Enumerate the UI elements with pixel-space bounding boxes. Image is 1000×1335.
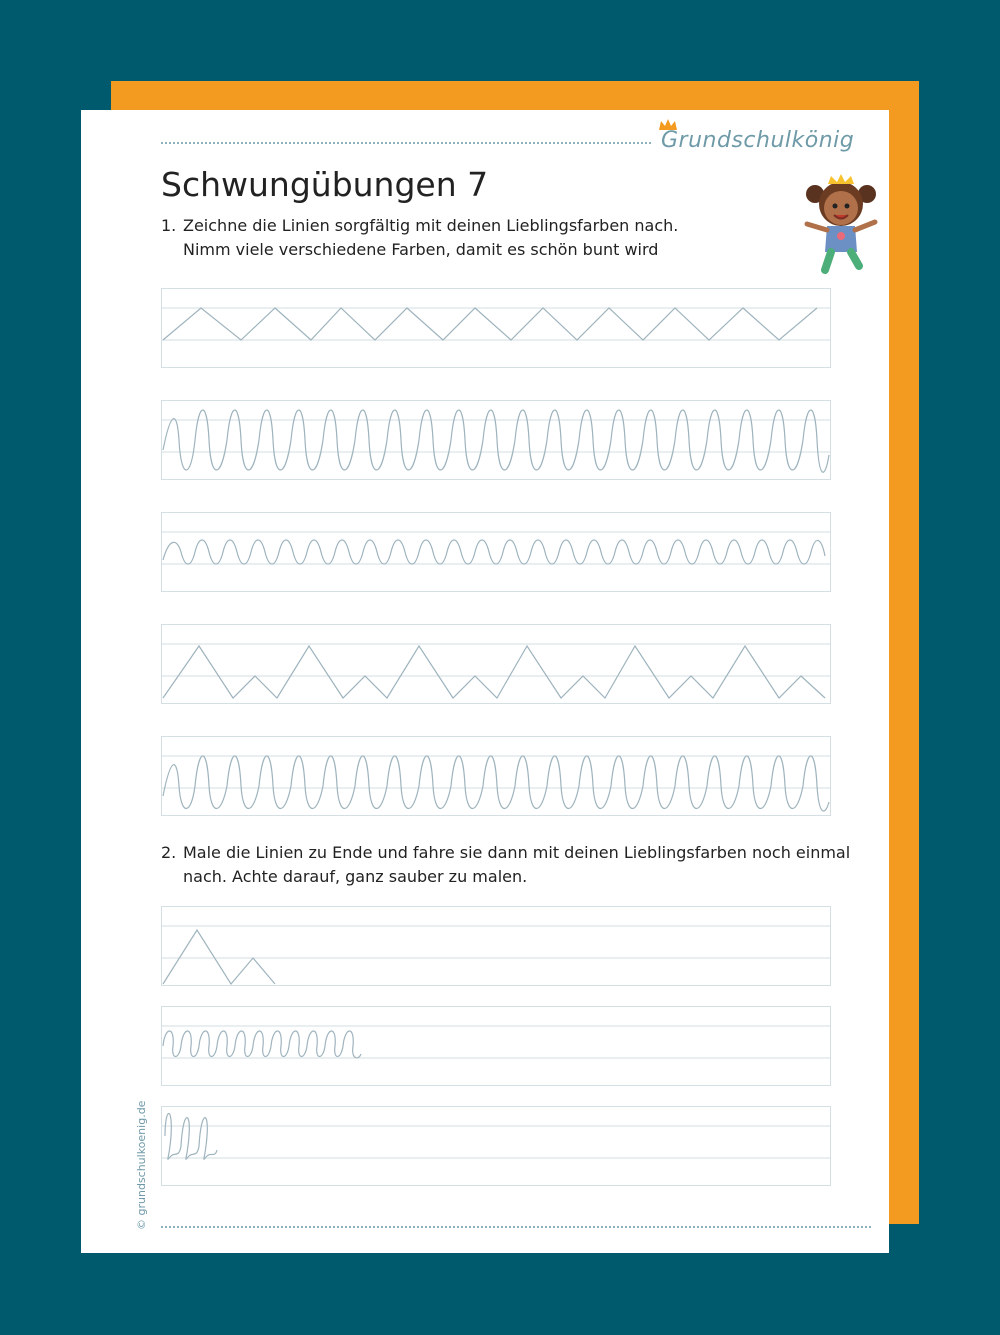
practice-row-8-tall-loops-start[interactable] [161,1106,831,1186]
bottom-dotted-divider [161,1226,871,1228]
task-1-instructions [161,214,678,262]
page-title: Schwungübungen 7 [161,165,489,204]
task-2-line-1: Male die Linien zu Ende und fahre sie dann mit deinen Lieblingsfarben noch einmal [183,843,851,862]
task-1-line-2: Nimm viele verschiedene Farben, damit es schön bunt wird [183,240,659,259]
practice-row-2-tall-waves[interactable] [161,400,831,480]
task-1-number: 1. [161,216,177,235]
brand-logo: Grundschulkönig [661,128,855,153]
task-2-instructions [161,841,850,889]
practice-row-6-mountain-start[interactable] [161,906,831,986]
girl-character-illustration [801,170,881,280]
practice-row-7-loops-start[interactable] [161,1006,831,1086]
practice-row-1-zigzag[interactable] [161,288,831,368]
worksheet-page [81,110,889,1253]
practice-row-4-mountain-zigzag[interactable] [161,624,831,704]
copyright-credit: © grundschulkoenig.de [135,1100,148,1230]
practice-row-3-small-waves[interactable] [161,512,831,592]
practice-row-5-tall-waves[interactable] [161,736,831,816]
task-2-number: 2. [161,843,177,862]
top-dotted-divider [161,142,651,144]
task-1-line-1: Zeichne die Linien sorgfältig mit deinen Lieblingsfarben nach. [183,216,679,235]
task-2-line-2: nach. Achte darauf, ganz sauber zu malen. [183,867,528,886]
